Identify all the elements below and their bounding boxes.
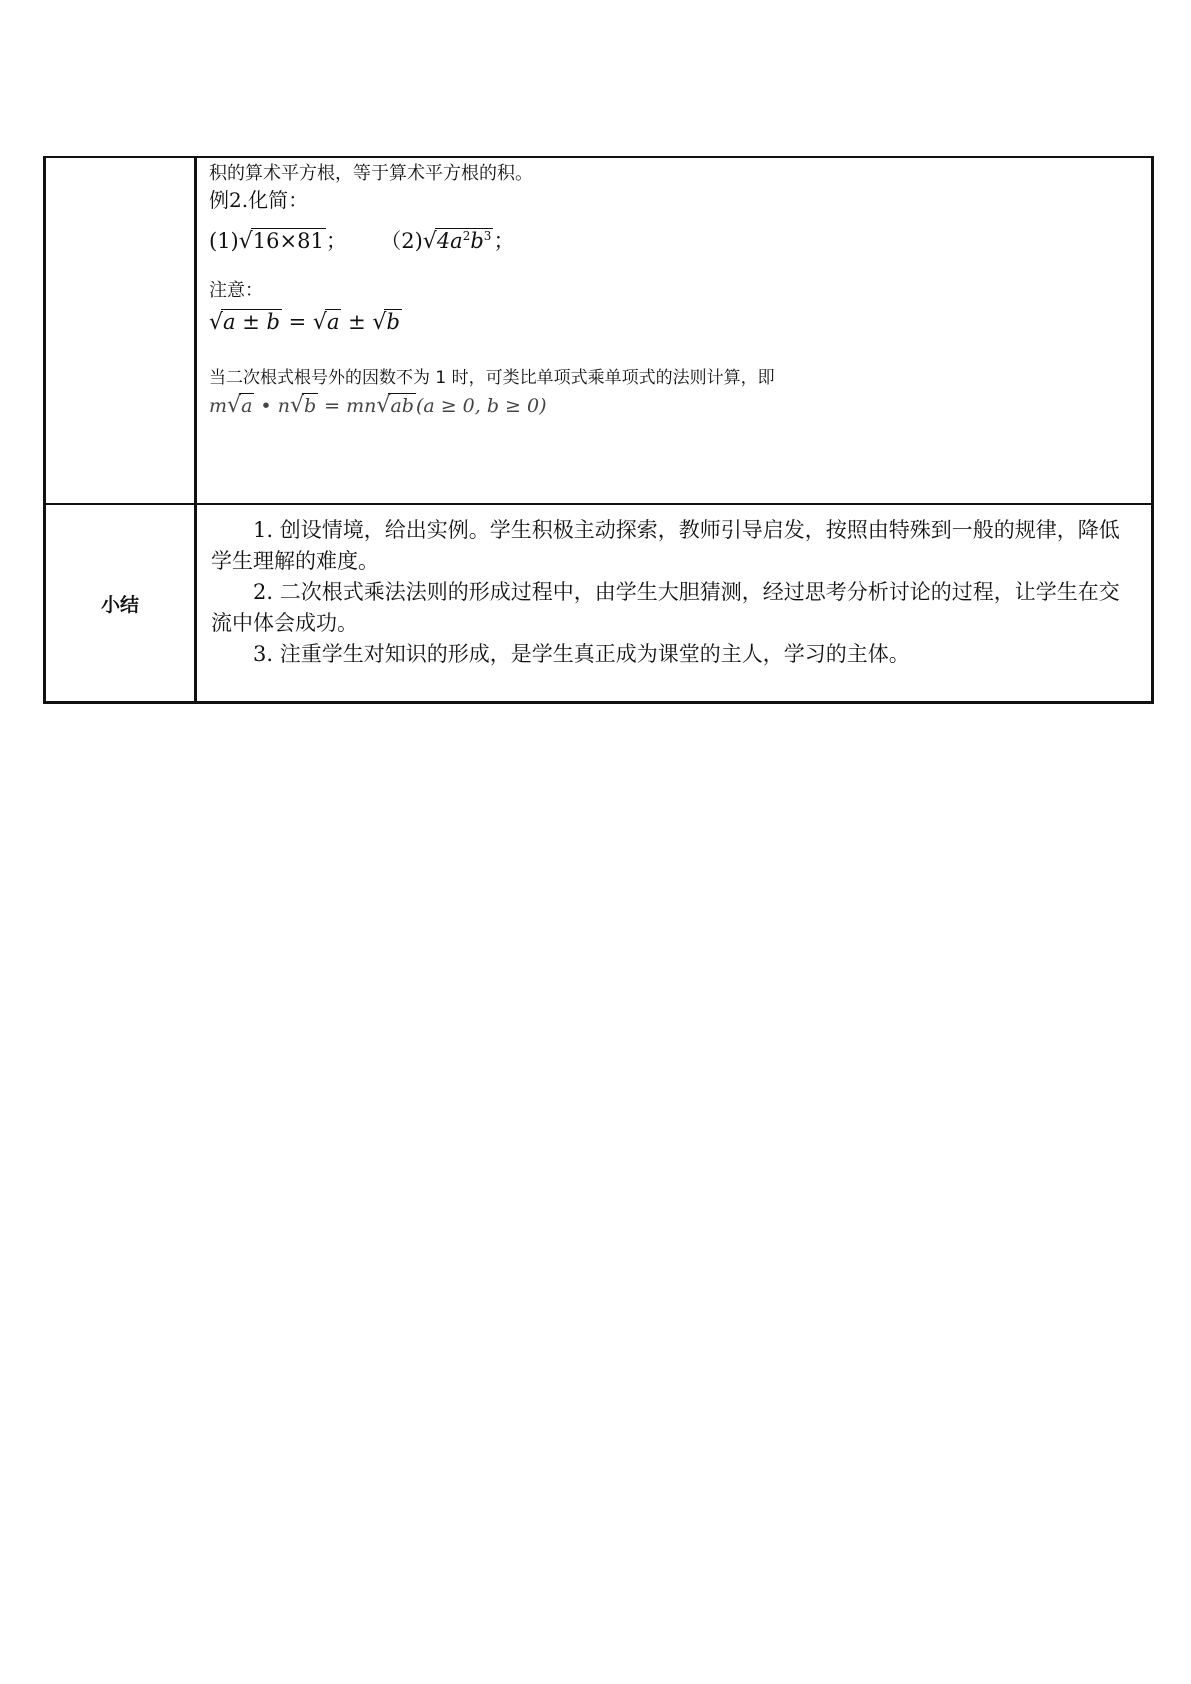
summary-point-3: 3. 注重学生对知识的形成，是学生真正成为课堂的主人，学习的主体。 — [253, 642, 910, 666]
item2-end: ； — [493, 229, 515, 253]
summary-cell — [196, 504, 1153, 703]
radical-sign-icon: √ — [312, 310, 327, 335]
coefficient-rule-formula — [209, 392, 1141, 420]
note-lhs: a ± b — [223, 310, 280, 334]
rule-ab: ab — [390, 395, 414, 417]
example-expressions — [209, 226, 1141, 257]
left-cell-empty — [45, 157, 196, 504]
radical-sign-icon: √ — [289, 393, 304, 418]
item2-exp-a: 2 — [462, 229, 471, 243]
summary-point-2: 2. 二次根式乘法法则的形成过程中，由学生大胆猜测，经过思考分析讨论的过程，让学生在交流中体会成功。 — [211, 580, 1120, 635]
item2-exp-b: 3 — [483, 229, 492, 243]
table-row — [45, 157, 1153, 504]
item2-term-b: b — [470, 229, 484, 253]
item2-label: （2) — [380, 229, 423, 253]
rule-dot: • — [254, 395, 278, 417]
rule-m: m — [209, 395, 228, 417]
radical-sign-icon: √ — [372, 310, 387, 335]
summary-point-1: 1. 创设情境，给出实例。学生积极主动探索，教师引导启发，按照由特殊到一般的规律，降低学生理解的难度。 — [211, 518, 1120, 573]
item1-label: (1) — [209, 229, 239, 253]
item2-radicand — [435, 228, 494, 253]
radical-sign-icon: √ — [209, 310, 224, 335]
item1-radicand: 16×81 — [252, 229, 324, 253]
rule-condition: (a ≥ 0, b ≥ 0) — [415, 395, 547, 417]
table-row — [45, 504, 1153, 703]
note-label: 注意： — [209, 280, 263, 301]
rule-n: n — [277, 395, 290, 417]
coefficient-rule-text: 当二次根式根号外的因数不为 1 时，可类比单项式乘单项式的法则计算，即 — [209, 368, 775, 388]
note-eq: = — [281, 310, 313, 334]
note-formula — [209, 307, 1141, 338]
rule-eq: = mn — [318, 395, 377, 417]
note-rhs-b: b — [386, 310, 400, 334]
note-rhs-a: a — [326, 310, 340, 334]
rule-b: b — [303, 395, 317, 417]
product-rule-sentence: 积的算术平方根，等于算术平方根的积。 — [209, 163, 533, 184]
lesson-table — [43, 156, 1154, 704]
radical-sign-icon: √ — [376, 393, 391, 418]
radical-sign-icon: √ — [238, 229, 253, 254]
summary-label: 小结 — [45, 504, 196, 703]
example-title: 例2.化简： — [209, 188, 309, 212]
radical-sign-icon: √ — [422, 229, 437, 254]
note-pm: ± — [341, 310, 373, 334]
content-cell — [196, 157, 1153, 504]
item2-term-a: 4a — [436, 229, 463, 253]
radical-sign-icon: √ — [227, 393, 242, 418]
item1-end: ； — [325, 229, 347, 253]
rule-a: a — [241, 395, 253, 417]
